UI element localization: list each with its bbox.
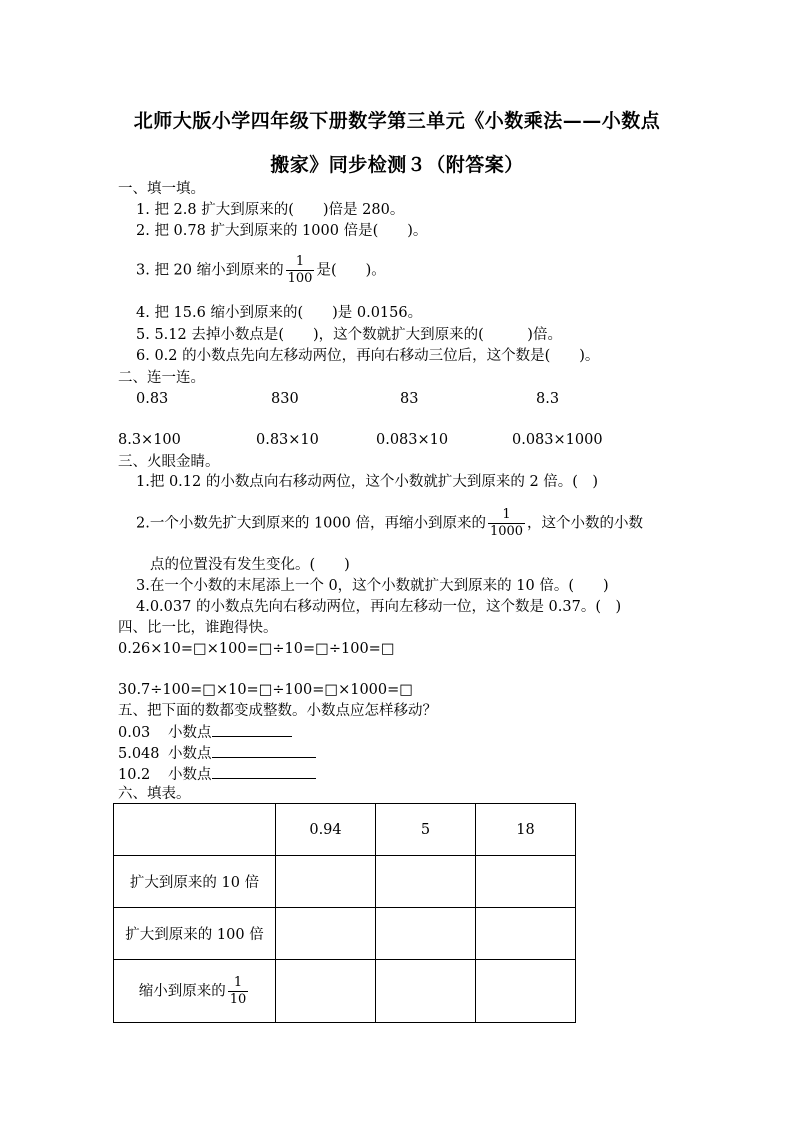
integer-item-number: 5.048	[118, 746, 160, 762]
fraction-one-tenth	[228, 975, 249, 1008]
table-row-label	[114, 960, 276, 1023]
integer-item-1	[118, 722, 292, 743]
s1-question-5: 5. 5.12 去掉小数点是( )，这个数就扩大到原来的( )倍。	[136, 327, 562, 343]
connect-top-1: 0.83	[136, 391, 169, 407]
table-answer-cell[interactable]	[376, 960, 476, 1023]
table-header-cell: 18	[476, 804, 576, 856]
table-answer-cell[interactable]	[476, 908, 576, 960]
section4-heading: 四、比一比，谁跑得快。	[118, 620, 278, 636]
s3-q2-text-pre: 2.一个小数先扩大到原来的 1000 倍，再缩小到原来的	[136, 515, 486, 532]
table-header-cell: 0.94	[276, 804, 376, 856]
table-answer-cell[interactable]	[276, 856, 376, 908]
s3-question-4: 4.0.037 的小数点先向右移动两位，再向左移动一位，这个数是 0.37。( )	[136, 599, 622, 615]
table-header-row	[114, 804, 576, 856]
table-corner-cell	[114, 804, 276, 856]
s3-question-1: 1.把 0.12 的小数点向右移动两位，这个小数就扩大到原来的 2 倍。( )	[136, 474, 599, 490]
connect-top-2: 830	[271, 391, 299, 407]
integer-item-2	[118, 743, 316, 764]
table-answer-cell[interactable]	[476, 856, 576, 908]
fraction-denominator: 10	[229, 991, 247, 1007]
fraction-denominator: 1000	[489, 524, 524, 539]
integer-item-label: 小数点	[168, 725, 212, 741]
chain-equation-2: 30.7÷100=□×10=□÷100=□×1000=□	[118, 682, 413, 698]
table-row-label: 扩大到原来的 100 倍	[114, 908, 276, 960]
s1-q3-text-pre: 3. 把 20 缩小到原来的	[136, 262, 284, 279]
chain-equation-1: 0.26×10=□×100=□÷10=□÷100=□	[118, 641, 395, 657]
page-title-line2: 搬家》同步检测３（附答案）	[270, 154, 524, 176]
s3-question-2-continued: 点的位置没有发生变化。( )	[150, 557, 350, 573]
connect-top-3: 83	[400, 391, 419, 407]
table-answer-cell[interactable]	[276, 960, 376, 1023]
table-answer-cell[interactable]	[376, 856, 476, 908]
fraction-denominator: 100	[287, 271, 313, 286]
s3-question-2	[136, 507, 643, 540]
s3-question-3: 3.在一个小数的末尾添上一个 0，这个小数就扩大到原来的 10 倍。( )	[136, 578, 609, 594]
table-row-label: 扩大到原来的 10 倍	[114, 856, 276, 908]
table-answer-cell[interactable]	[476, 960, 576, 1023]
table-answer-cell[interactable]	[276, 908, 376, 960]
connect-bottom-1: 8.3×100	[118, 432, 181, 448]
section2-heading: 二、连一连。	[118, 370, 205, 386]
table-row	[114, 960, 576, 1023]
answer-blank[interactable]	[212, 722, 292, 737]
fraction-numerator: 1	[228, 975, 249, 992]
page-title-line1: 北师大版小学四年级下册数学第三单元《小数乘法——小数点	[133, 110, 661, 132]
s1-question-4: 4. 把 15.6 缩小到原来的( )是 0.0156。	[136, 305, 423, 321]
section1-heading: 一、填一填。	[118, 181, 205, 197]
section6-heading: 六、填表。	[118, 786, 191, 802]
table-header-cell: 5	[376, 804, 476, 856]
fraction-numerator: 1	[286, 254, 315, 271]
connect-top-4: 8.3	[536, 391, 560, 407]
section5-heading: 五、把下面的数都变成整数。小数点应怎样移动？	[118, 703, 437, 719]
fraction-one-hundredth	[286, 254, 315, 287]
s1-question-3	[136, 254, 386, 287]
connect-bottom-3: 0.083×10	[376, 432, 449, 448]
table-answer-cell[interactable]	[376, 908, 476, 960]
integer-item-label: 小数点	[168, 746, 212, 762]
connect-bottom-4: 0.083×1000	[512, 432, 603, 448]
s1-question-2: 2. 把 0.78 扩大到原来的 1000 倍是( )。	[136, 223, 428, 239]
s3-q2-text-post: ，这个小数的小数	[527, 515, 644, 532]
s1-q3-text-post: 是( )。	[316, 262, 386, 279]
section3-heading: 三、火眼金睛。	[118, 454, 220, 470]
fraction-one-thousandth	[488, 507, 525, 540]
integer-item-number: 0.03	[118, 725, 151, 741]
answer-blank[interactable]	[212, 743, 316, 758]
table-row-label-text: 缩小到原来的	[138, 983, 226, 999]
answer-blank[interactable]	[212, 764, 316, 779]
integer-item-label: 小数点	[168, 767, 212, 783]
connect-bottom-2: 0.83×10	[256, 432, 319, 448]
table-row	[114, 856, 576, 908]
fraction-numerator: 1	[488, 507, 525, 524]
integer-item-3	[118, 764, 316, 785]
s1-question-1: 1. 把 2.8 扩大到原来的( )倍是 280。	[136, 202, 405, 218]
integer-item-number: 10.2	[118, 767, 151, 783]
fill-in-table	[113, 803, 576, 1023]
s1-question-6: 6. 0.2 的小数点先向左移动两位，再向右移动三位后，这个数是( )。	[136, 348, 600, 364]
table-row	[114, 908, 576, 960]
